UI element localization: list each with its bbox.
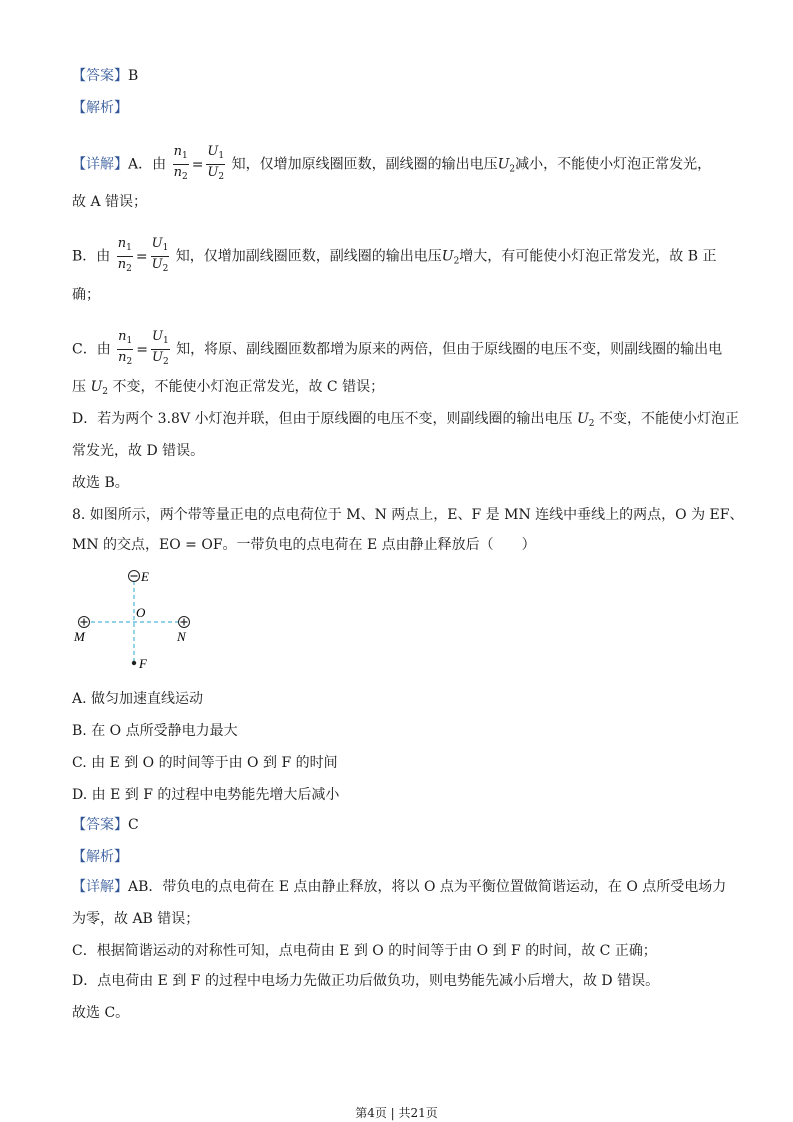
q7-C-line2: 压 $U_2$ 不变，不能使小灯泡正常发光，故 C 错误；: [72, 379, 385, 397]
q7-answer-line: [72, 66, 138, 86]
option-a-text2: 减小，不能使小灯泡正常发光，: [515, 156, 712, 173]
q8-detail-line2: 为零，故 AB 错误；: [72, 911, 200, 927]
option-a-prefix: A．由: [128, 156, 167, 173]
label-F: F: [139, 656, 147, 671]
fraction-u: $\frac{U_1}{U_2}$: [207, 144, 225, 182]
option-c-prefix: C．由: [72, 341, 111, 358]
q8-option-b: B. 在 O 点所受静电力最大: [72, 723, 238, 739]
q7-choose: 故选 B。: [72, 475, 129, 491]
equals-sign: =: [136, 341, 149, 358]
q7-analysis-tag: 【解析】: [72, 100, 128, 116]
q8-option-d: D. 由 E 到 F 的过程中电势能先增大后减小: [72, 787, 340, 803]
label-E: E: [141, 569, 149, 584]
fraction-n: $\frac{n_1}{n_2}$: [118, 329, 133, 367]
q8-option-a: A. 做匀加速直线运动: [72, 691, 204, 707]
q7-A-line2: 故 A 错误；: [72, 194, 148, 210]
q8-stem-line1: 8. 如图所示，两个带等量正电的点电荷位于 M、N 两点上，E、F 是 MN 连线中垂线上的两点，O 为 EF、: [72, 507, 744, 523]
label-N: N: [177, 629, 186, 644]
label-M: M: [74, 629, 85, 644]
detail-tag: 【详解】: [72, 156, 128, 173]
answer-tag: 【答案】: [72, 817, 128, 833]
charge-diagram: [70, 562, 200, 682]
q7-D-line2: 常发光，故 D 错误。: [72, 443, 205, 459]
q8-choose: 故选 C。: [72, 1005, 130, 1021]
point-F: [132, 661, 136, 665]
option-b-text2: 增大，有可能使小灯泡正常发光，故 B 正: [459, 248, 717, 265]
q7-B-line2: 确；: [72, 287, 100, 303]
answer-value: C: [128, 817, 139, 833]
fraction-u: $\frac{U_1}{U_2}$: [152, 329, 169, 367]
detail-tag: 【详解】: [72, 879, 128, 895]
q8-detail-line3: C．根据简谐运动的对称性可知，点电荷由 E 到 O 的时间等于由 O 到 F 的时间，故 C 正确；: [72, 943, 657, 959]
option-b-prefix: B．由: [72, 248, 111, 265]
option-a-text: 知，仅增加原线圈匝数，副线圈的输出电压: [231, 156, 498, 173]
q8-detail-line4: D．点电荷由 E 到 F 的过程中电场力先做正功后做负功，则电势能先减小后增大，故 D 错误。: [72, 973, 660, 989]
q8-detail-line1: 【详解】AB．带负电的点电荷在 E 点由静止释放，将以 O 点为平衡位置做简谐运动，在 O 点所受电场力: [72, 879, 727, 895]
fraction-u: $\frac{U_1}{U_2}$: [151, 236, 169, 274]
q7-detail-D: D．若为两个 3.8V 小灯泡并联，但由于原线圈的电压不变，则副线圈的输出电压 $U_2$ 不变，不能使小灯泡正: [72, 411, 739, 429]
q8-option-c: C. 由 E 到 O 的时间等于由 O 到 F 的时间: [72, 755, 338, 771]
option-c-text: 知，将原、副线圈匝数都增为原来的两倍，但由于原线圈的电压不变，则副线圈的输出电: [176, 341, 723, 358]
answer-value: B: [128, 68, 139, 84]
label-O: O: [136, 605, 146, 620]
fraction-n: $\frac{n_1}{n_2}$: [173, 144, 188, 182]
q7-detail-A: 【详解】A．由 $\frac{n_1}{n_2}$ = $\frac{U_1}{U_2}$ 知，仅增加原线圈匝数，副线圈的输出电压$U_2$减小，不能使小灯泡正常发光，: [72, 144, 711, 185]
page-footer: 第4页 | 共21页: [355, 1106, 438, 1120]
q8-answer-line: [72, 815, 139, 835]
answer-tag: 【答案】: [72, 68, 128, 84]
option-b-text: 知，仅增加副线圈匝数，副线圈的输出电压: [175, 248, 442, 265]
q7-detail-C: [72, 329, 722, 370]
q8-analysis-tag: 【解析】: [72, 849, 128, 865]
equals-sign: =: [191, 156, 204, 173]
q8-stem-line2: MN 的交点，EO = OF。一带负电的点电荷在 E 点由静止释放后（ ）: [72, 537, 536, 553]
fraction-n: $\frac{n_1}{n_2}$: [117, 236, 132, 274]
q7-detail-B: B．由 $\frac{n_1}{n_2}$ = $\frac{U_1}{U_2}$ 知，仅增加副线圈匝数，副线圈的输出电压$U_2$增大，有可能使小灯泡正常发光，故 B 正: [72, 236, 716, 277]
equals-sign: =: [135, 248, 148, 265]
